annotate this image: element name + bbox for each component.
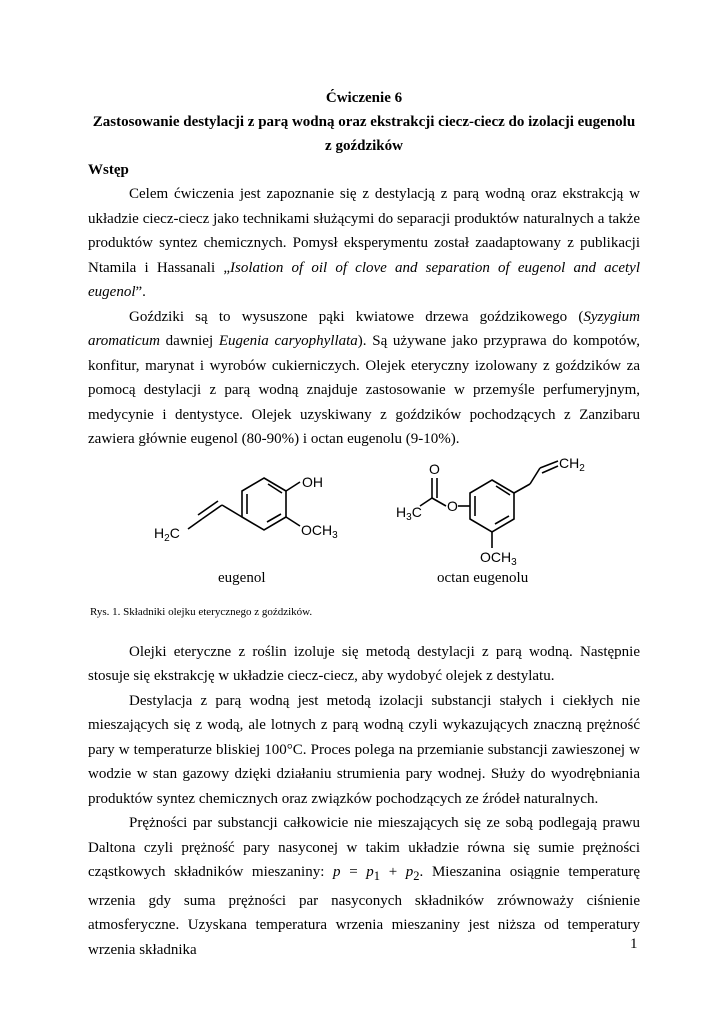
label-acetyl-eugenol: octan eugenolu (437, 569, 529, 586)
exercise-number: Ćwiczenie 6 (325, 90, 403, 106)
svg-text:OCH3: $OCH_3$ (301, 521, 338, 541)
svg-text:O: O (429, 460, 440, 477)
paragraph-dalton: Prężności par substancji całkowicie nie mieszających się ze sobą podlegają prawu Daltona czyli prężność pary nasyconej w takim układzie równa się sumie prężności cząstkowych składników mieszaniny: $p = p_1 + p_2$. Mieszanina osiągnie temperaturę wrzenia gdy suma prężności par nasyconych składników zrównoważy ciśnienie atmosferyczne. Uzyskana temperatura wrzenia mieszaniny jest niższa od temperatury wrzenia składnika (88, 815, 640, 958)
svg-text:H2C: $H_2C$ (154, 524, 180, 544)
svg-text:O: O (447, 497, 458, 514)
figure-caption: Rys. 1. Składniki olejku eterycznego z goździków. (90, 605, 313, 618)
svg-text:H3C: $H_3C$ (396, 503, 422, 523)
figure-labels (88, 570, 640, 594)
paragraph-oils: Olejki eteryczne z roślin izoluje się metodą destylacji z parą wodną. Następnie stosuje się ekstrakcję w układzie ciecz-ciecz, aby wydobyć olejek z destylatu. (88, 643, 640, 684)
paragraph-intro: Celem ćwiczenia jest zapoznanie się z destylacją z parą wodną oraz ekstrakcją w układzie ciecz-ciecz jako technikami służącymi do separacji produktów naturalnych a także produktów syntez chemicznych. Pomysł eksperymentu został zaadaptowany z publikacji Ntamila i Hassanali „Isolation of oil of clove and separation of eugenol and acetyl eugenol”. (88, 186, 640, 300)
svg-text:OCH3: $OCH_3$ (480, 548, 517, 568)
svg-text:CH2: $CH_2$ (559, 454, 585, 474)
document-title: Zastosowanie destylacji z parą wodną oraz ekstrakcji ciecz-ciecz do izolacji eugenolu z goździków (92, 114, 636, 154)
document-content (88, 86, 640, 962)
paragraph-distillation: Destylacja z parą wodną jest metodą izolacji substancji stałych i ciekłych nie mieszających się z wodą, ale lotnych z parą wodną czyli wykazujących znaczną prężność pary w temperaturze bliskiej 100°C. Proces polega na przemianie substancji zawieszonej w wodzie w stan gazowy dzięki działaniu strumienia pary wodnej. Służy do wyodrębniania produktów syntez chemicznych oraz związków pochodzących ze źródeł naturalnych. (88, 692, 640, 807)
acetyl-eugenol-structure (396, 452, 596, 576)
svg-text:OH: OH (302, 473, 323, 490)
section-heading: Wstęp (88, 162, 129, 178)
eugenol-structure (154, 458, 344, 570)
label-eugenol: eugenol (218, 569, 266, 586)
paragraph-cloves: Goździki są to wysuszone pąki kwiatowe drzewa goździkowego (Syzygium aromaticum dawniej Eugenia caryophyllata). Są używane jako przyprawa do kompotów, konfitur, marynat i wyrobów cukierniczych. Olejek eteryczny izolowany z goździków za pomocą destylacji z parą wodną znajduje zastosowanie w przemyśle perfumeryjnym, medycynie i dentystyce. Olejek uzyskiwany z goździków pochodzących z Zanzibaru zawiera głównie eugenol (80-90%) i octan eugenolu (9-10%). (88, 308, 640, 447)
page-number: 1 (630, 936, 638, 952)
figure-structures (88, 454, 640, 570)
